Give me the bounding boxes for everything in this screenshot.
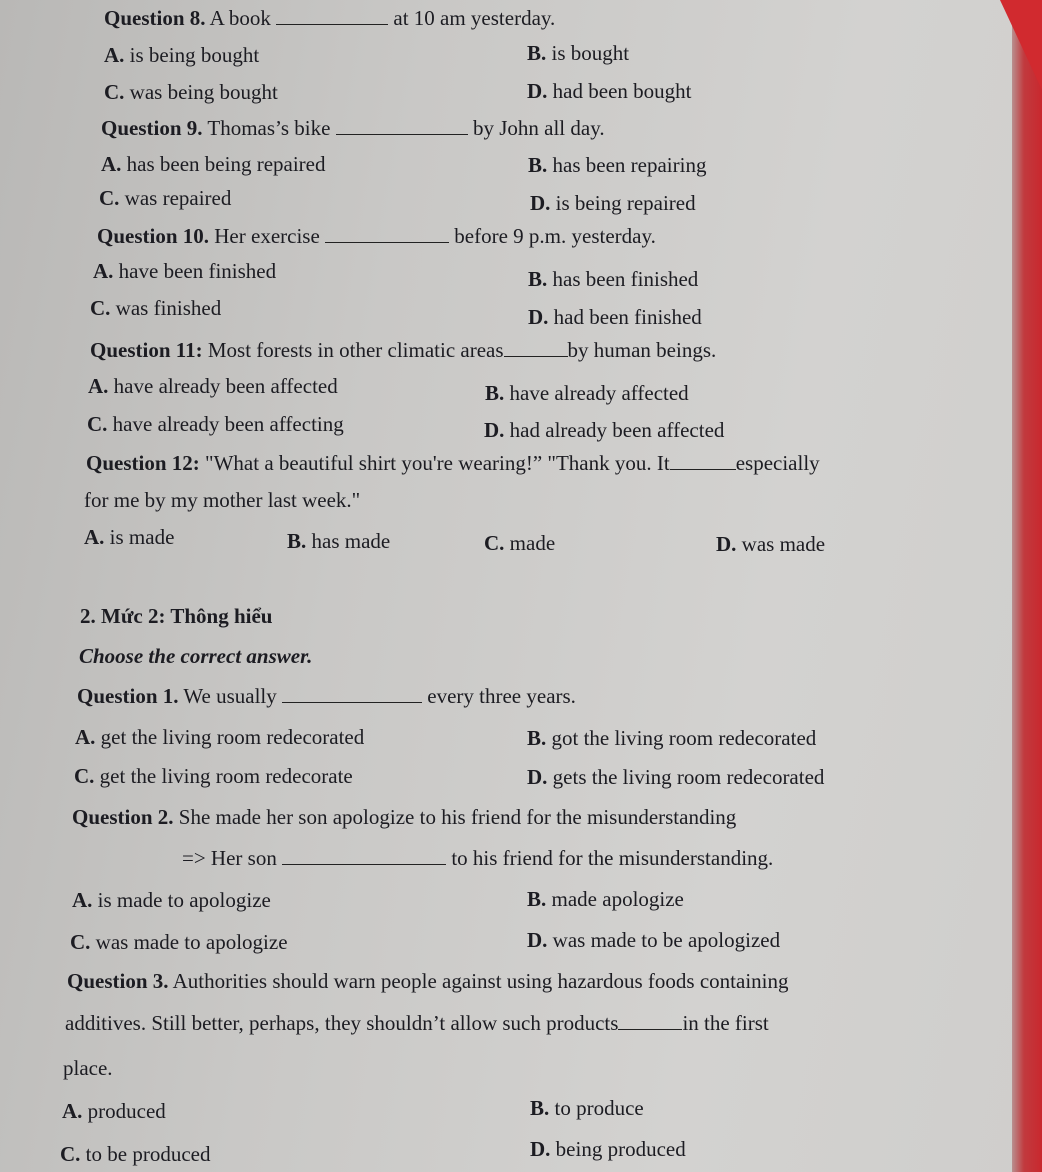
option-text: was repaired [124, 186, 232, 210]
option-letter: D. [527, 79, 548, 103]
question-text: every three years. [427, 684, 576, 708]
s2-question-1 [77, 683, 576, 709]
option-letter: C. [104, 80, 125, 104]
option-text: had been finished [553, 305, 702, 329]
option-text: was being bought [129, 80, 278, 104]
s2-question-2-rewrite [182, 845, 773, 871]
answer-blank [336, 116, 468, 135]
option-a [84, 524, 174, 550]
question-text: Authorities should warn people against using hazardous foods containing [172, 969, 789, 993]
question-label: Question 1. [77, 684, 179, 708]
option-letter: A. [93, 259, 114, 283]
option-letter: A. [88, 374, 109, 398]
option-d [527, 927, 780, 953]
section-title: 2. Mức 2: Thông hiểu [80, 604, 273, 628]
option-a [93, 258, 276, 284]
option-text: have already been affected [113, 374, 338, 398]
question-text: We usually [183, 684, 277, 708]
option-letter: C. [87, 412, 108, 436]
option-a [104, 42, 259, 68]
option-text: is being bought [129, 43, 260, 67]
question-text: Thomas’s bike [207, 116, 331, 140]
question-8 [104, 5, 555, 31]
option-text: get the living room redecorated [100, 725, 365, 749]
question-label: Question 2. [72, 805, 174, 829]
option-b [528, 266, 698, 292]
option-letter: B. [287, 529, 307, 553]
option-letter: C. [60, 1142, 81, 1166]
question-text: additives. Still better, perhaps, they shouldn’t allow such products [65, 1011, 619, 1035]
question-12-continued [84, 487, 360, 513]
option-text: was finished [115, 296, 222, 320]
question-text: "What a beautiful shirt you're wearing!” "Thank you. It [205, 451, 670, 475]
option-c [74, 763, 353, 789]
option-text: was made to be apologized [552, 928, 781, 952]
option-letter: B. [528, 153, 548, 177]
answer-blank [618, 1011, 682, 1030]
s2-question-3-line-3 [63, 1055, 113, 1081]
answer-blank [670, 451, 736, 470]
question-11 [90, 337, 716, 363]
option-b [527, 886, 684, 912]
option-b [530, 1095, 644, 1121]
option-c [90, 295, 221, 321]
question-text: before 9 p.m. yesterday. [454, 224, 656, 248]
option-d [527, 764, 824, 790]
option-text: got the living room redecorated [551, 726, 817, 750]
option-text: produced [87, 1099, 166, 1123]
option-text: had been bought [552, 79, 692, 103]
option-letter: A. [101, 152, 122, 176]
option-c [484, 530, 555, 556]
option-text: is being repaired [555, 191, 696, 215]
option-c [87, 411, 344, 437]
question-text: => Her son [182, 846, 277, 870]
s2-question-2 [72, 804, 736, 830]
red-edge [1012, 0, 1042, 1172]
option-letter: A. [84, 525, 105, 549]
option-letter: B. [527, 887, 547, 911]
option-letter: D. [716, 532, 737, 556]
option-letter: D. [484, 418, 505, 442]
option-a [62, 1098, 166, 1124]
option-text: made apologize [551, 887, 684, 911]
option-c [60, 1141, 210, 1167]
option-text: has been finished [552, 267, 699, 291]
section-instruction: Choose the correct answer. [79, 644, 313, 668]
option-letter: B. [530, 1096, 550, 1120]
question-text: place. [63, 1056, 113, 1080]
option-text: has been being repaired [126, 152, 326, 176]
option-a [101, 151, 326, 177]
option-c [70, 929, 288, 955]
option-text: was made [741, 532, 826, 556]
question-12 [86, 450, 820, 476]
question-text: Her exercise [214, 224, 320, 248]
option-letter: B. [485, 381, 505, 405]
option-letter: D. [530, 1137, 551, 1161]
option-letter: C. [70, 930, 91, 954]
option-text: to be produced [85, 1142, 211, 1166]
question-label: Question 10. [97, 224, 210, 248]
question-label: Question 9. [101, 116, 203, 140]
option-a [88, 373, 338, 399]
option-b [527, 40, 629, 66]
question-label: Question 8. [104, 6, 206, 30]
option-text: get the living room redecorate [99, 764, 353, 788]
option-letter: A. [104, 43, 125, 67]
question-label: Question 12: [86, 451, 200, 475]
answer-blank [325, 224, 449, 243]
option-b [287, 528, 390, 554]
option-text: has made [311, 529, 391, 553]
option-letter: C. [99, 186, 120, 210]
option-text: being produced [555, 1137, 686, 1161]
option-letter: D. [530, 191, 551, 215]
question-label: Question 11: [90, 338, 203, 362]
option-letter: B. [527, 41, 547, 65]
option-a [72, 887, 271, 913]
option-text: was made to apologize [95, 930, 288, 954]
option-letter: D. [527, 928, 548, 952]
answer-blank [504, 338, 568, 357]
question-text: to his friend for the misunderstanding. [451, 846, 774, 870]
s2-question-3 [67, 968, 789, 994]
question-text: by human beings. [567, 338, 717, 362]
option-text: have already affected [509, 381, 689, 405]
question-label: Question 3. [67, 969, 169, 993]
question-10 [97, 223, 656, 249]
option-text: gets the living room redecorated [552, 765, 825, 789]
option-d [484, 417, 724, 443]
option-letter: C. [90, 296, 111, 320]
option-d [530, 190, 696, 216]
answer-blank [282, 684, 422, 703]
option-d [528, 304, 702, 330]
option-b [528, 152, 706, 178]
question-text: A book [209, 6, 271, 30]
question-9 [101, 115, 605, 141]
option-text: have been finished [118, 259, 277, 283]
option-letter: C. [484, 531, 505, 555]
answer-blank [276, 6, 388, 25]
question-text: for me by my mother last week." [84, 488, 361, 512]
option-text: is bought [551, 41, 630, 65]
question-text: in the first [682, 1011, 769, 1035]
option-text: had already been affected [509, 418, 725, 442]
s2-question-3-line-2 [65, 1010, 769, 1036]
option-text: has been repairing [552, 153, 707, 177]
option-d [527, 78, 691, 104]
option-d [530, 1136, 686, 1162]
option-text: to produce [554, 1096, 644, 1120]
question-text: She made her son apologize to his friend for the misunderstanding [178, 805, 737, 829]
option-letter: C. [74, 764, 95, 788]
option-letter: A. [75, 725, 96, 749]
option-text: is made to apologize [97, 888, 271, 912]
option-letter: D. [528, 305, 549, 329]
option-d [716, 531, 825, 557]
question-text: especially [735, 451, 820, 475]
option-letter: A. [62, 1099, 83, 1123]
option-b [485, 380, 689, 406]
option-letter: D. [527, 765, 548, 789]
answer-blank [282, 846, 446, 865]
option-a [75, 724, 364, 750]
option-text: made [509, 531, 556, 555]
question-text: at 10 am yesterday. [393, 6, 556, 30]
option-text: have already been affecting [112, 412, 344, 436]
option-letter: A. [72, 888, 93, 912]
option-c [104, 79, 278, 105]
option-letter: B. [528, 267, 548, 291]
option-text: is made [109, 525, 175, 549]
question-text: Most forests in other climatic areas [207, 338, 504, 362]
option-c [99, 185, 231, 211]
option-b [527, 725, 816, 751]
question-text: by John all day. [472, 116, 605, 140]
option-letter: B. [527, 726, 547, 750]
